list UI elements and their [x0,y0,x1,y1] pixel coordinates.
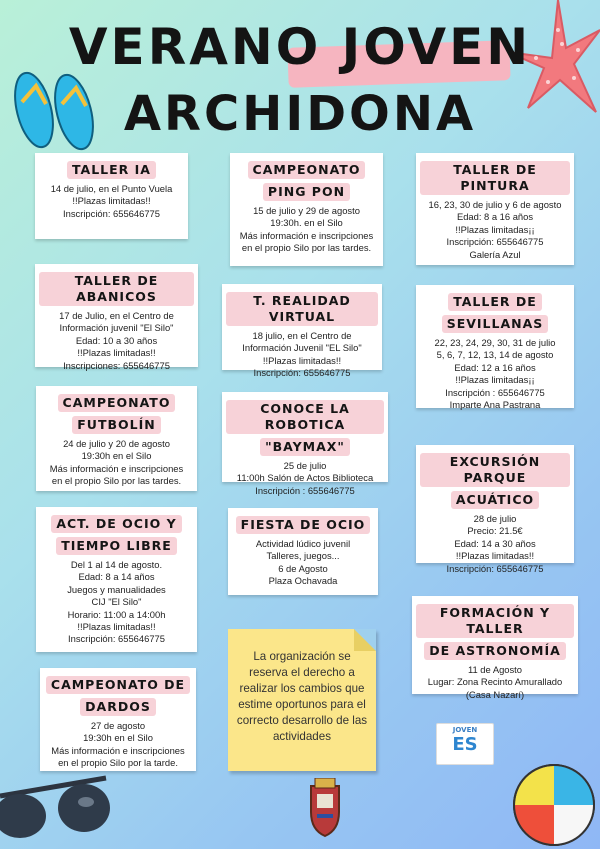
card-line: Edad: 8 a 16 años [456,211,534,223]
card-title-line: T. REALIDAD VIRTUAL [226,292,378,326]
card-title-line: TALLER DE PINTURA [420,161,570,195]
card-title [40,515,193,559]
card-line: 15 de julio y 29 de agosto [253,205,360,216]
card-line: 16, 23, 30 de julio y 6 de agosto [428,199,562,210]
card-parque-acuatico [416,445,574,574]
card-title-line: FUTBOLÍN [72,416,160,434]
card-line: !!Plazas limitadas¡¡ [455,223,535,235]
card-line: Inscripción: 655646775 [63,207,160,219]
beach-ball-icon [512,763,596,847]
card-title-line: CAMPEONATO DE [46,676,190,694]
card-realidad-virtual [222,284,382,379]
card-title [420,453,570,513]
card-title-line: PING PON [263,183,350,201]
card-line: !!Plazas limitadas¡¡ [455,374,535,386]
card-title-line: CONOCE LA ROBOTICA [226,400,384,434]
card-title-line: CAMPEONATO [248,161,366,179]
card-title-line: TIEMPO LIBRE [56,537,177,555]
logo-joven-text: JOVEN [452,726,478,734]
card-line: Más información e inscripciones [51,744,185,756]
card-title-line: CAMPEONATO [58,394,176,412]
card-taller-sevillanas [416,285,574,411]
card-title [39,161,184,183]
card-futbolin [36,386,197,491]
card-taller-ia [35,153,188,239]
card-line: Inscripción: 655646775 [446,236,544,248]
card-title-line: TALLER IA [67,161,156,179]
card-title-line: ACT. DE OCIO Y [51,515,181,533]
card-title [416,604,574,664]
card-line: 5, 6, 7, 12, 13, 14 de agosto [436,349,554,361]
card-line: Más información e inscripciones [239,229,374,241]
card-line: Inscripción: 655646775 [446,562,544,574]
card-line: !!Plazas limitadas!! [72,195,151,207]
card-line: Actividad lúdico juvenil [255,538,351,549]
card-line: Información Juvenil "EL Silo" [242,342,362,354]
card-astronomia [412,596,578,700]
card-line: Lugar: Zona Recinto Amurallado [427,676,563,688]
card-line: Más información e inscripciones [49,462,184,474]
note-fold [354,629,376,651]
note-text: La organización se reserva el derecho a realizar los cambios que estime oportunos para el correcto desarrollo de las actividades [236,650,368,743]
card-line: Inscripción: 655646775 [68,633,165,645]
card-line: Edad: 14 a 30 años [454,537,536,549]
card-robotica [222,392,388,496]
card-title-line: DARDOS [80,698,156,716]
card-line: 19:30h en el Silo [83,732,153,744]
card-title [39,272,194,310]
title-line-2: ARCHIDONA [123,86,477,142]
card-title-line: TALLER DE ABANICOS [39,272,194,306]
card-line: 24 de julio y 20 de agosto [63,438,170,449]
card-line: 19:30h. en el Silo [270,217,343,229]
card-taller-pintura [416,153,574,265]
card-line: Inscripción: 655646775 [253,367,351,379]
card-line: 19:30h en el Silo [81,450,152,462]
card-line: Edad: 8 a 14 años [78,571,155,583]
card-title [226,400,384,460]
card-title [234,161,379,205]
card-line: 18 julio, en el Centro de [252,330,352,341]
card-line: Inscripción : 655646775 [255,484,355,496]
card-title [232,516,374,538]
card-line: en el propio Silo por las tardes. [51,475,182,487]
card-line: Galería Azul [469,248,521,260]
card-title-line: DE ASTRONOMÍA [424,642,566,660]
title-line-1: VERANO JOVEN [68,18,532,76]
card-line: !!Plazas limitadas!! [77,347,156,359]
joven-es-logo [436,723,494,765]
card-line: Talleres, juegos... [266,550,340,562]
card-line: 17 de Julio, en el Centro de [59,310,174,321]
card-line: 11:00h Salón de Actos Biblioteca [236,472,374,484]
card-fiesta-ocio [228,508,378,595]
card-title [40,394,193,438]
logo-es-text: ES [452,734,478,755]
card-line: Edad: 12 a 16 años [454,361,536,373]
card-line: 6 de Agosto [278,562,328,574]
card-line: Plaza Ochavada [268,575,338,587]
card-title [420,161,570,199]
card-line: Horario: 11:00 a 14:00h [67,608,166,620]
card-title-line: "BAYMAX" [260,438,350,456]
card-line: Precio: 21.5€ [467,525,523,537]
card-title-line: FORMACIÓN Y TALLER [416,604,574,638]
card-line: 14 de julio, en el Punto Vuela [50,183,173,194]
card-line: 28 de julio [473,513,517,524]
card-line: 27 de agosto [90,720,146,731]
card-line: 11 de Agosto [467,664,523,675]
card-title-line: EXCURSIÓN PARQUE [420,453,570,487]
card-title [44,676,192,720]
card-ping-pon [230,153,383,266]
sticky-note [228,629,376,771]
card-line: en el propio Silo por las tardes. [241,242,372,254]
card-title [226,292,378,330]
card-line: Información juvenil "El Silo" [59,322,174,334]
card-line: Edad: 10 a 30 años [75,334,158,346]
card-dardos [40,668,196,771]
card-title [420,293,570,337]
card-line: !!Plazas limitadas!! [262,354,342,366]
card-title-line: FIESTA DE OCIO [236,516,371,534]
card-line: Inscripciones: 655646775 [63,359,170,371]
card-title-line: ACUÁTICO [451,491,539,509]
card-title-line: SEVILLANAS [442,315,549,333]
sunglasses-icon [0,768,112,848]
card-line: CIJ "El Silo" [91,596,142,608]
card-taller-abanicos [35,264,198,371]
card-line: en el propio Silo por la tarde. [58,757,178,769]
card-line: 25 de julio [283,460,327,471]
card-line: Inscripción : 655646775 [445,386,545,398]
card-line: (Casa Nazarí) [465,688,525,700]
coat-of-arms-icon [305,778,345,838]
card-line: !!Plazas limitadas!! [77,621,156,633]
card-line: !!Plazas limitadas!! [455,550,535,562]
card-title-line: TALLER DE [448,293,542,311]
card-line: 22, 23, 24, 29, 30, 31 de julio [434,337,556,348]
card-line: Del 1 al 14 de agosto. [70,559,163,570]
card-line: Imparte Ana Pastrana [449,399,541,411]
card-ocio-tiempo-libre [36,507,197,652]
card-line: Juegos y manualidades [67,583,166,595]
